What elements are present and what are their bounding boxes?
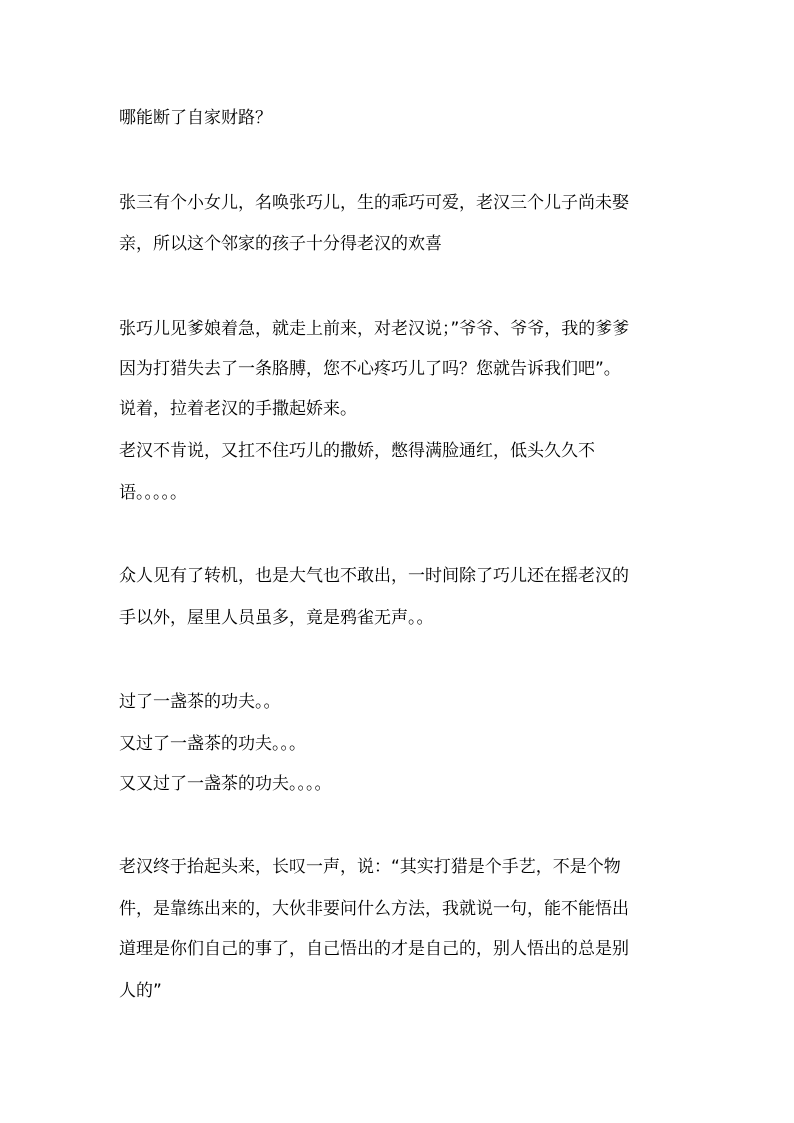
text-line: 说着，拉着老汉的手撒起娇来。: [119, 399, 357, 419]
text-line: 老汉不肯说，又扛不住巧儿的撒娇，憋得满脸通红，低头久久不: [119, 441, 595, 461]
text-line: 张巧儿见爹娘着急，就走上前来，对老汉说；”爷爷、爷爷，我的爹爹: [119, 319, 630, 339]
text-line: 亲，所以这个邻家的孩子十分得老汉的欢喜: [119, 234, 442, 254]
text-line: 语。。。。。: [119, 483, 187, 503]
text-line: 又又过了一盏茶的功夫。。。。: [119, 774, 332, 794]
text-line: 张三有个小女儿，名唤张巧儿，生的乖巧可爱，老汉三个儿子尚未娶: [119, 193, 629, 213]
text-line: 众人见有了转机，也是大气也不敢出，一时间除了巧儿还在摇老汉的: [119, 566, 629, 586]
text-line: 道理是你们自己的事了，自己悟出的才是自己的，别人悟出的总是别: [119, 939, 629, 959]
text-line: 因为打猎失去了一条胳膊，您不心疼巧儿了吗？您就告诉我们吧”。: [119, 359, 621, 379]
text-line: 人的”: [119, 981, 162, 1001]
text-line: 又过了一盏茶的功夫。。。: [119, 734, 306, 754]
text-line: 过了一盏茶的功夫。。: [119, 692, 281, 712]
text-line: 哪能断了自家财路？: [119, 108, 272, 128]
text-line: 老汉终于抬起头来，长叹一声，说：“其实打猎是个手艺，不是个物: [119, 857, 621, 877]
text-line: 手以外，屋里人员虽多，竟是鸦雀无声。。: [119, 608, 434, 628]
text-line: 件，是靠练出来的，大伙非要问什么方法，我就说一句，能不能悟出: [119, 899, 629, 919]
